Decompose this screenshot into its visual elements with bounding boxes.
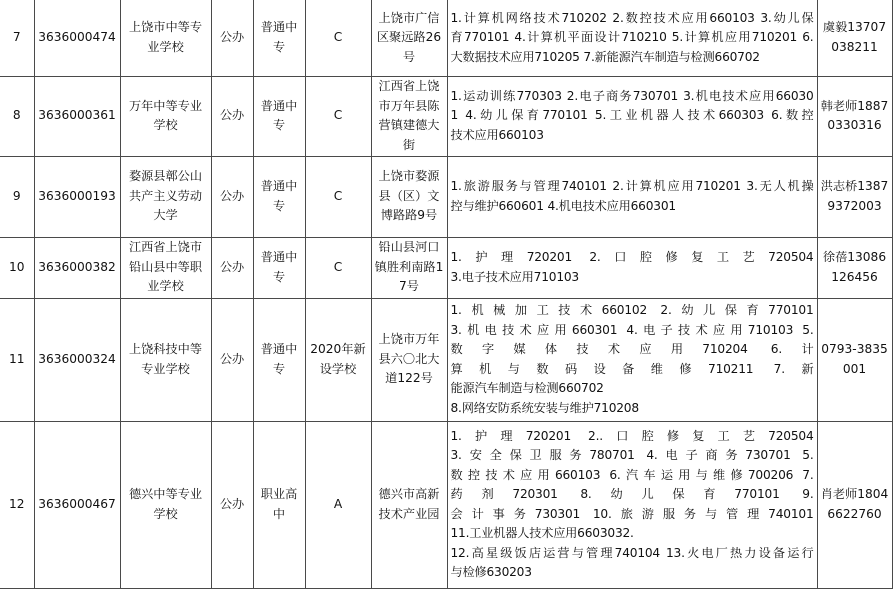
- major-line: 1.旅游服务与管理740101 2.计算机应用710201 3.无人机操: [450, 179, 814, 193]
- school-type: 普通中专: [253, 298, 305, 421]
- contact-info: 韩老师18870330316: [817, 76, 892, 156]
- table-row: [0, 0, 892, 76]
- major-line: 育770101 4.计算机平面设计710210 5.计算机应用710201 6.: [450, 30, 814, 44]
- school-level: C: [305, 0, 371, 76]
- major-line: 数控技术应用660103 6.汽车运用与维修700206 7.: [450, 467, 814, 482]
- school-name: 江西省上饶市铅山县中等职业学校: [120, 237, 211, 298]
- major-line: 1.护理720201 2..口腔修复工艺720504: [450, 428, 814, 443]
- table-row: [0, 298, 892, 421]
- row-number: 8: [0, 76, 34, 156]
- contact-info: 肖老师18046622760: [817, 421, 892, 588]
- school-name: 上饶市中等专业学校: [120, 0, 211, 76]
- table-row: [0, 76, 892, 156]
- school-name: 万年中等专业学校: [120, 76, 211, 156]
- school-code: 3636000324: [34, 298, 120, 421]
- row-number: 12: [0, 421, 34, 588]
- contact-info: 洪志桥13879372003: [817, 156, 892, 237]
- major-line: 1 4.幼儿保育770101 5.工业机器人技术660303 6.数控: [450, 108, 814, 123]
- school-name: 上饶科技中等专业学校: [120, 298, 211, 421]
- school-address: 上饶市婺源县（区）文博路路9号: [371, 156, 447, 237]
- table-row: [0, 156, 892, 237]
- majors-list: [447, 156, 817, 237]
- school-level: A: [305, 421, 371, 588]
- school-code: 3636000382: [34, 237, 120, 298]
- major-line: 控与维护660601 4.机电技术应用660301: [450, 198, 676, 213]
- major-line: 12.高星级饭店运营与管理740104 13.火电厂热力设备运行: [450, 545, 814, 560]
- school-level: 2020年新设学校: [305, 298, 371, 421]
- school-name: 德兴中等专业学校: [120, 421, 211, 588]
- school-code: 3636000193: [34, 156, 120, 237]
- table-row: [0, 421, 892, 588]
- major-line: 会计事务730301 10.旅游服务与管理740101: [450, 506, 814, 521]
- major-line: 大数据技术应用710205 7.新能源汽车制造与检测660702: [450, 49, 760, 64]
- school-nature: 公办: [211, 76, 253, 156]
- row-number: 11: [0, 298, 34, 421]
- school-code: 3636000474: [34, 0, 120, 76]
- school-address: 德兴市高新技术产业园: [371, 421, 447, 588]
- school-level: C: [305, 156, 371, 237]
- major-line: 8.网络安防系统安装与维护710208: [450, 400, 639, 415]
- school-type: 职业高中: [253, 421, 305, 588]
- major-line: 1.运动训练770303 2.电子商务730701 3.机电技术应用66030: [450, 88, 814, 103]
- school-type: 普通中专: [253, 76, 305, 156]
- majors-list: [447, 76, 817, 156]
- row-number: 10: [0, 237, 34, 298]
- major-line: 1.计算机网络技术710202 2.数控技术应用660103 3.幼儿保: [450, 10, 814, 25]
- major-line: 数字媒体技术应用710204 6.计: [450, 342, 814, 356]
- majors-list: [447, 421, 817, 588]
- majors-list: [447, 298, 817, 421]
- contact-info: 虞毅13707038211: [817, 0, 892, 76]
- row-number: 7: [0, 0, 34, 76]
- major-line: 药剂720301 8.幼儿保育770101 9.: [450, 487, 814, 501]
- school-name: 婺源县鄣公山共产主义劳动大学: [120, 156, 211, 237]
- school-nature: 公办: [211, 298, 253, 421]
- school-address: 铅山县河口镇胜利南路17号: [371, 237, 447, 298]
- major-line: 算机与数码设备维修710211 7.新: [450, 361, 814, 376]
- major-line: 技术应用660103: [450, 127, 544, 142]
- school-level: C: [305, 237, 371, 298]
- major-line: 3.电子技术应用710103: [450, 269, 579, 284]
- school-address: 江西省上饶市万年县陈营镇建德大街: [371, 76, 447, 156]
- major-line: 能源汽车制造与检测660702: [450, 381, 604, 395]
- major-line: 11.工业机器人技术应用6603032.: [450, 526, 634, 540]
- majors-list: [447, 237, 817, 298]
- contact-info: 0793-3835001: [817, 298, 892, 421]
- school-code: 3636000361: [34, 76, 120, 156]
- school-type: 普通中专: [253, 237, 305, 298]
- contact-info: 徐蓓13086126456: [817, 237, 892, 298]
- row-number: 9: [0, 156, 34, 237]
- school-type: 普通中专: [253, 0, 305, 76]
- major-line: 1.护理720201 2.口腔修复工艺720504: [450, 250, 814, 264]
- school-address: 上饶市广信区聚远路26号: [371, 0, 447, 76]
- majors-list: [447, 0, 817, 76]
- school-nature: 公办: [211, 421, 253, 588]
- major-line: 1.机械加工技术660102 2.幼儿保育770101: [450, 303, 814, 317]
- major-line: 与检修630203: [450, 565, 532, 579]
- school-address: 上饶市万年县六〇北大道122号: [371, 298, 447, 421]
- table-row: [0, 237, 892, 298]
- school-code: 3636000467: [34, 421, 120, 588]
- school-nature: 公办: [211, 0, 253, 76]
- school-nature: 公办: [211, 237, 253, 298]
- school-nature: 公办: [211, 156, 253, 237]
- major-line: 3.机电技术应用660301 4.电子技术应用710103 5.: [450, 322, 814, 337]
- major-line: 3.安全保卫服务780701 4.电子商务730701 5.: [450, 448, 814, 462]
- school-level: C: [305, 76, 371, 156]
- school-type: 普通中专: [253, 156, 305, 237]
